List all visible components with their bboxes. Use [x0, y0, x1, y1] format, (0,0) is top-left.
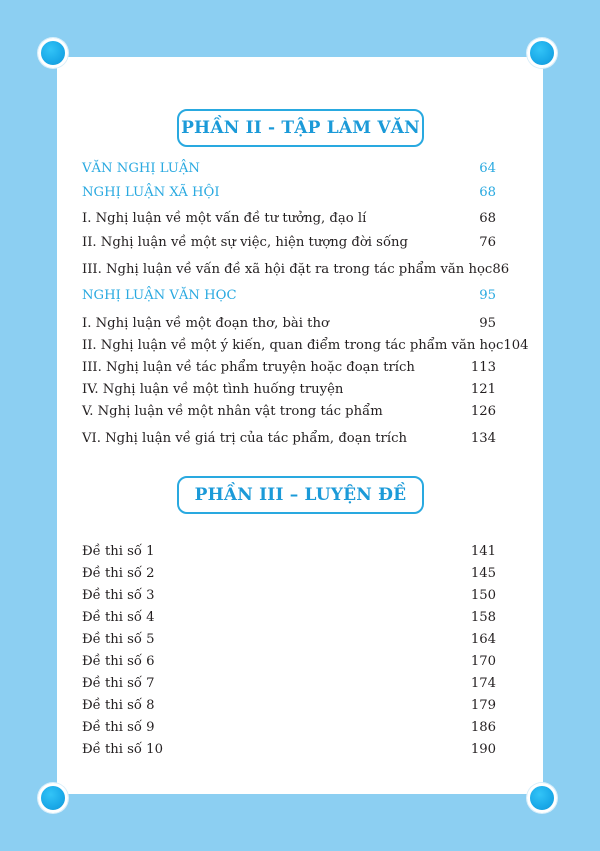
toc-entry-title: II. Nghị luận về một ý kiến, quan điểm trong tác phẩm văn học	[82, 337, 504, 353]
toc-entry-page: 121	[470, 381, 496, 397]
toc-entry-title: Đề thi số 5	[82, 631, 155, 647]
part3-toc-entry	[82, 739, 496, 759]
toc-entry-page: 68	[479, 210, 496, 226]
toc-entry-title: III. Nghị luận về vấn đề xã hội đặt ra trong tác phẩm văn học	[82, 261, 493, 277]
toc-entry-title: I. Nghị luận về một đoạn thơ, bài thơ	[82, 315, 329, 331]
corner-dot-bottom-right	[527, 783, 557, 813]
toc-entry-title: Đề thi số 7	[82, 675, 155, 691]
corner-dot-top-left	[38, 38, 68, 68]
part2-toc-entry	[82, 285, 496, 305]
part2-toc-entry	[82, 182, 496, 202]
toc-entry-title: Đề thi số 1	[82, 543, 155, 559]
part3-toc-entry	[82, 563, 496, 583]
toc-entry-page: 145	[470, 565, 496, 581]
part2-toc-entry	[82, 357, 496, 377]
part3-toc-entry	[82, 541, 496, 561]
toc-entry-title: Đề thi số 10	[82, 741, 163, 757]
toc-entry-page: 190	[470, 741, 496, 757]
toc-entry-title: II. Nghị luận về một sự việc, hiện tượng đời sống	[82, 234, 408, 250]
toc-entry-page: 104	[503, 337, 529, 353]
part2-toc-entry	[82, 313, 496, 333]
toc-entry-title: NGHỊ LUẬN XÃ HỘI	[82, 184, 220, 200]
part3-toc-entry	[82, 717, 496, 737]
toc-entry-page: 134	[470, 430, 496, 446]
toc-entry-title: I. Nghị luận về một vấn đề tư tưởng, đạo lí	[82, 210, 367, 226]
toc-entry-page: 186	[470, 719, 496, 735]
part3-toc-entry	[82, 651, 496, 671]
toc-entry-page: 95	[479, 315, 496, 331]
corner-dot-top-right	[527, 38, 557, 68]
part2-toc-entry	[82, 379, 496, 399]
part3-toc-entry	[82, 585, 496, 605]
part2-toc-entry	[82, 158, 496, 178]
part2-toc-entry	[82, 232, 496, 252]
toc-entry-title: VI. Nghị luận về giá trị của tác phẩm, đoạn trích	[82, 430, 407, 446]
toc-entry-title: Đề thi số 2	[82, 565, 155, 581]
toc-entry-title: Đề thi số 9	[82, 719, 155, 735]
toc-entry-title: Đề thi số 8	[82, 697, 155, 713]
toc-entry-title: Đề thi số 6	[82, 653, 155, 669]
toc-entry-page: 95	[479, 287, 496, 303]
part2-toc-entry	[82, 428, 496, 448]
part2-toc-entry	[82, 259, 510, 279]
toc-entry-page: 86	[492, 261, 510, 277]
toc-entry-page: 158	[470, 609, 496, 625]
toc-entry-page: 174	[470, 675, 496, 691]
toc-entry-title: Đề thi số 3	[82, 587, 155, 603]
toc-entry-title: III. Nghị luận về tác phẩm truyện hoặc đoạn trích	[82, 359, 415, 375]
part3-toc-entry	[82, 629, 496, 649]
part2-title: PHẦN II - TẬP LÀM VĂN	[177, 109, 424, 147]
toc-entry-page: 64	[479, 160, 496, 176]
part3-toc-entry	[82, 695, 496, 715]
part3-title: PHẦN III – LUYỆN ĐỀ	[177, 476, 424, 514]
toc-entry-title: VĂN NGHỊ LUẬN	[82, 160, 200, 176]
toc-entry-title: V. Nghị luận về một nhân vật trong tác phẩm	[82, 403, 383, 419]
toc-entry-title: IV. Nghị luận về một tình huống truyện	[82, 381, 344, 397]
part2-toc-entry	[82, 401, 496, 421]
toc-entry-page: 150	[470, 587, 496, 603]
toc-entry-page: 141	[470, 543, 496, 559]
toc-entry-page: 76	[479, 234, 496, 250]
part3-toc-entry	[82, 607, 496, 627]
toc-entry-title: NGHỊ LUẬN VĂN HỌC	[82, 287, 237, 303]
toc-entry-page: 164	[470, 631, 496, 647]
toc-entry-page: 126	[470, 403, 496, 419]
toc-entry-page: 170	[470, 653, 496, 669]
part2-toc-entry	[82, 335, 529, 355]
part3-toc-entry	[82, 673, 496, 693]
part2-toc-entry	[82, 208, 496, 228]
toc-entry-page: 179	[470, 697, 496, 713]
toc-entry-page: 68	[479, 184, 496, 200]
toc-entry-page: 113	[470, 359, 496, 375]
toc-entry-title: Đề thi số 4	[82, 609, 155, 625]
corner-dot-bottom-left	[38, 783, 68, 813]
